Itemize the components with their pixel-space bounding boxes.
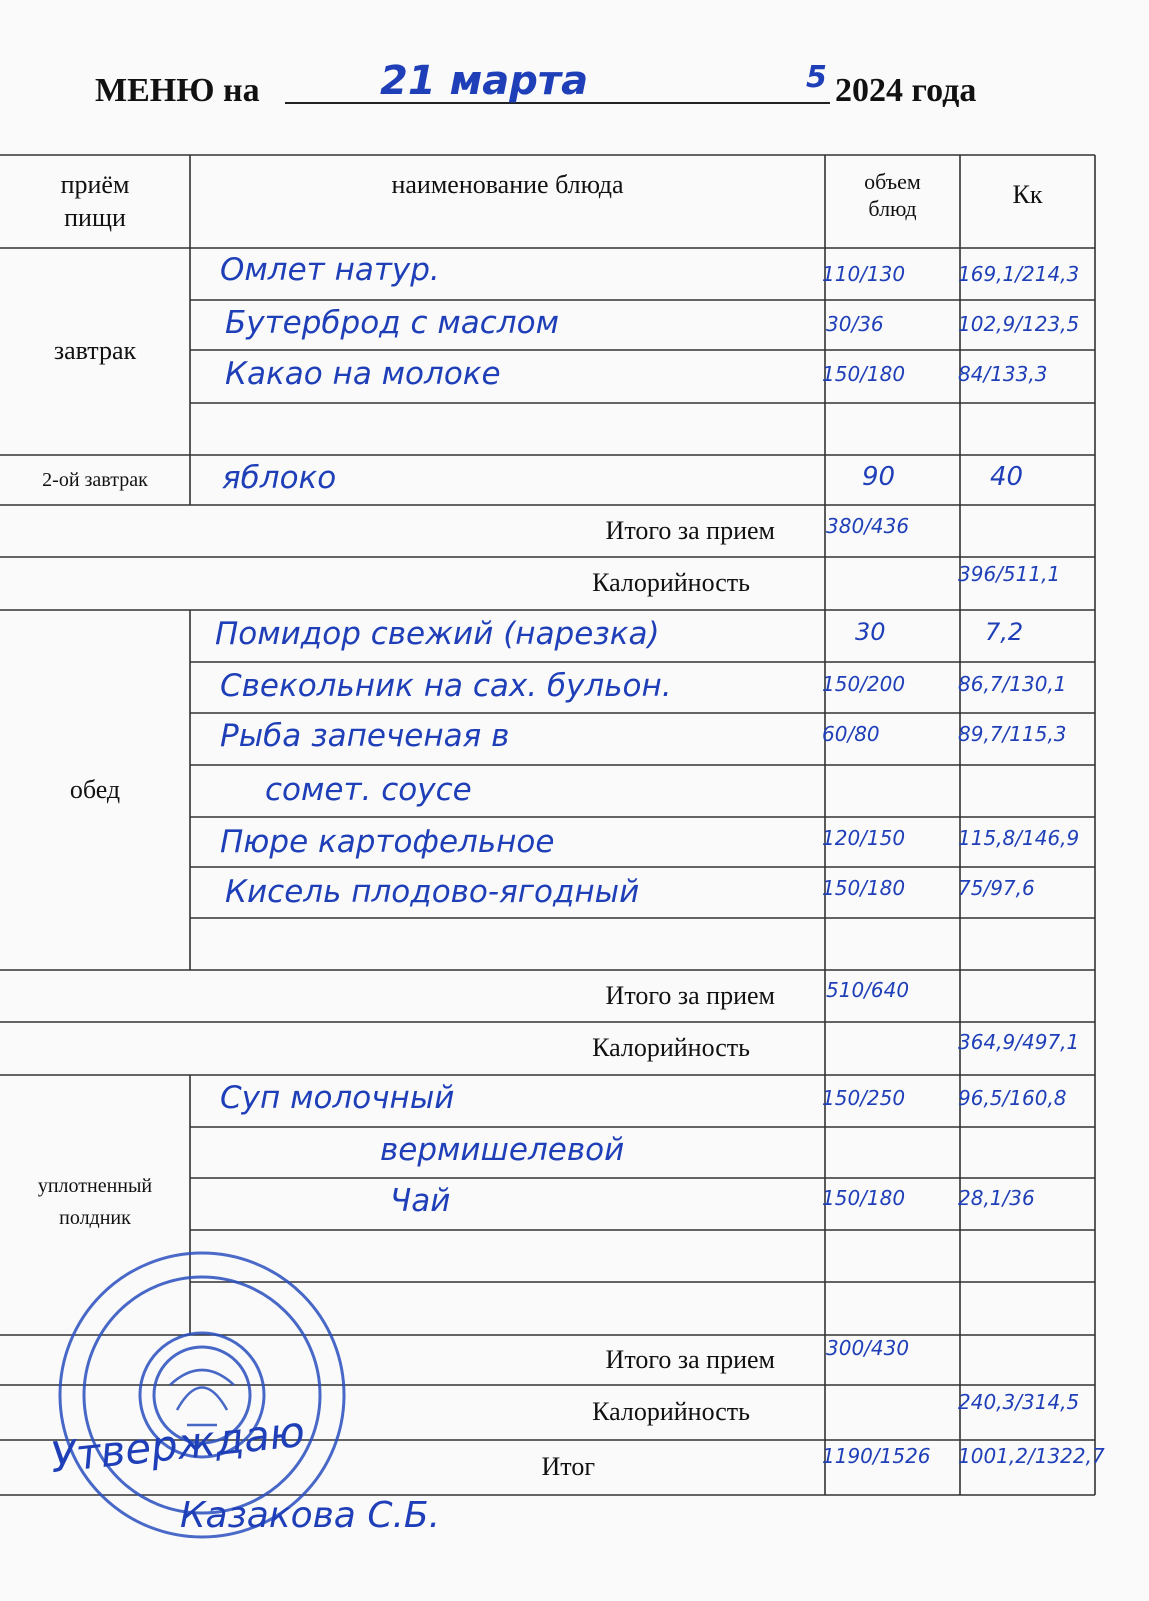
breakfast-total-volume: 380/436 bbox=[826, 514, 910, 538]
volume-value: 150/180 bbox=[822, 876, 906, 900]
dish-row: вермишелевой bbox=[380, 1132, 625, 1168]
volume-value: 30 bbox=[855, 618, 886, 646]
dish-row: Бутерброд с маслом bbox=[225, 305, 559, 341]
volume-value: 120/150 bbox=[822, 826, 906, 850]
grand-total-kcal: 1001,2/1322,7 bbox=[958, 1444, 1105, 1468]
lunch-total-kcal: 364,9/497,1 bbox=[958, 1030, 1080, 1054]
volume-value: 30/36 bbox=[826, 312, 884, 336]
kcal-value: 115,8/146,9 bbox=[958, 826, 1080, 850]
approval-signature: Утверждаю bbox=[48, 1406, 308, 1483]
dish-row: Чай bbox=[390, 1183, 451, 1219]
dish-row: Суп молочный bbox=[220, 1080, 455, 1116]
breakfast-total-kcal: 396/511,1 bbox=[958, 562, 1061, 586]
total-label: Итого за прием bbox=[605, 1344, 775, 1374]
snack-total-volume: 300/430 bbox=[826, 1336, 910, 1360]
kcal-value: 28,1/36 bbox=[958, 1186, 1035, 1210]
kcal-value: 89,7/115,3 bbox=[958, 722, 1067, 746]
kcal-value: 7,2 bbox=[985, 618, 1024, 646]
lunch-total-volume: 510/640 bbox=[826, 978, 910, 1002]
kcal-value: 102,9/123,5 bbox=[958, 312, 1080, 336]
kcal-value: 96,5/160,8 bbox=[958, 1086, 1067, 1110]
meal-snack: уплотненный полдник bbox=[37, 1175, 153, 1229]
col-header-dish: наименование блюда bbox=[391, 169, 624, 199]
kcal-value: 169,1/214,3 bbox=[958, 262, 1080, 286]
col-header-meal: приём пищи bbox=[60, 170, 130, 232]
dish-row: Омлет натур. bbox=[220, 252, 440, 288]
snack-total-kcal: 240,3/314,5 bbox=[958, 1390, 1080, 1414]
calorie-label: Калорийность bbox=[592, 1033, 750, 1063]
col-header-volume: объем блюд bbox=[864, 168, 921, 221]
kcal-value: 40 bbox=[990, 462, 1024, 492]
dish-row: яблоко bbox=[222, 460, 337, 496]
volume-value: 60/80 bbox=[822, 722, 880, 746]
volume-value: 90 bbox=[862, 462, 896, 492]
dish-row: Рыба запеченая в bbox=[220, 718, 510, 754]
dish-row: Какао на молоке bbox=[225, 356, 501, 392]
calorie-label: Калорийность bbox=[592, 1397, 750, 1427]
grand-total-volume: 1190/1526 bbox=[822, 1444, 931, 1468]
dish-row: Кисель плодово-ягодный bbox=[225, 874, 640, 910]
calorie-label: Калорийность bbox=[592, 568, 750, 598]
title-prefix: МЕНЮ на bbox=[95, 72, 260, 109]
year-correction: 5 bbox=[806, 60, 827, 95]
dish-row: Свекольник на сах. бульон. bbox=[220, 668, 672, 704]
total-label: Итого за прием bbox=[605, 515, 775, 545]
meal-lunch: обед bbox=[69, 774, 121, 804]
signature-name: Казакова С.Б. bbox=[180, 1495, 441, 1536]
meal-second-breakfast: 2-ой завтрак bbox=[42, 468, 148, 491]
dish-row: Помидор свежий (нарезка) bbox=[215, 616, 660, 652]
kcal-value: 86,7/130,1 bbox=[958, 672, 1067, 696]
year-suffix: 2024 года bbox=[835, 72, 977, 109]
volume-value: 150/180 bbox=[822, 1186, 906, 1210]
kcal-value: 75/97,6 bbox=[958, 876, 1035, 900]
dish-row: сомет. соусе bbox=[265, 772, 472, 808]
kcal-value: 84/133,3 bbox=[958, 362, 1048, 386]
total-label: Итого за прием bbox=[605, 980, 775, 1010]
volume-value: 150/180 bbox=[822, 362, 906, 386]
col-header-kcal: Кк bbox=[1012, 179, 1043, 209]
volume-value: 150/200 bbox=[822, 672, 906, 696]
meal-breakfast: завтрак bbox=[53, 336, 137, 366]
volume-value: 110/130 bbox=[822, 262, 906, 286]
grand-total-label: Итог bbox=[541, 1452, 595, 1482]
dish-row: Пюре картофельное bbox=[220, 824, 555, 860]
menu-date: 21 марта bbox=[380, 58, 589, 104]
volume-value: 150/250 bbox=[822, 1086, 906, 1110]
